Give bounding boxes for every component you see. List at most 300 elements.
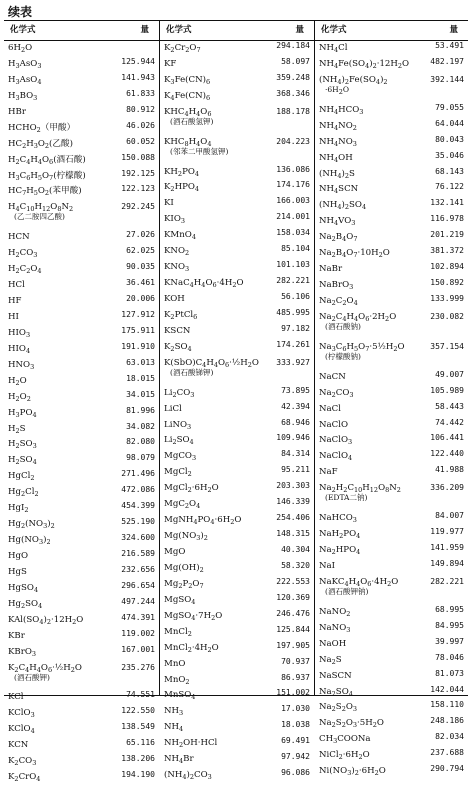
table-row xyxy=(315,669,468,685)
molar-mass-value: 105.989 xyxy=(430,385,464,395)
table-row xyxy=(315,621,468,637)
molar-mass-value: 497.244 xyxy=(121,596,155,606)
page-title: 续表 xyxy=(8,5,33,19)
formula: NaCN xyxy=(319,371,346,382)
table-row xyxy=(315,732,468,748)
molar-mass-value: 125.844 xyxy=(276,624,310,634)
table-row xyxy=(160,165,314,181)
formula: MgCO$_3$ xyxy=(164,451,197,463)
formula: $MnCl_2\cdot 4H_2O$ xyxy=(164,642,219,654)
formula: MgCl$_2$ xyxy=(164,467,192,479)
formula: $Hg(NO_3)_2$ xyxy=(8,535,51,547)
table-row xyxy=(4,738,159,754)
formula: KF xyxy=(164,58,177,69)
molar-mass-value: 150.088 xyxy=(121,152,155,162)
formula: $H_2O_2$ xyxy=(8,391,31,403)
molar-mass-value: 141.959 xyxy=(430,543,464,553)
table-row xyxy=(4,517,159,533)
formula: $NH_4OH$ xyxy=(319,152,353,164)
table-row xyxy=(4,310,159,326)
table-row xyxy=(160,356,314,386)
formula: $(NH_4)_2S$ xyxy=(319,168,355,180)
table-row xyxy=(160,481,314,497)
formula: KBr xyxy=(8,630,25,641)
formula: $MgCl_2\cdot 6H_2O$ xyxy=(164,483,219,495)
formula: NaHCO$_3$ xyxy=(319,513,357,525)
molar-mass-value: 122.440 xyxy=(430,449,464,459)
formula: KMnO$_4$ xyxy=(164,230,196,242)
formula: $K_2CrO_4$ xyxy=(8,772,41,784)
formula: HgSO$_4$ xyxy=(8,582,39,594)
molar-mass-value: 70.937 xyxy=(281,656,310,666)
formula: $K(SbO)C_4H_4O_6\cdot\frac{1}{2}H_2O$ xyxy=(164,357,259,369)
formula-note: (酒石酸锑钾) xyxy=(170,367,214,377)
formula: KClO$_3$ xyxy=(8,708,35,720)
table-row xyxy=(4,722,159,738)
molar-mass-value: 194.190 xyxy=(121,770,155,780)
table-row xyxy=(315,198,468,214)
table-row xyxy=(315,262,468,278)
table-row xyxy=(4,121,159,137)
molar-mass-value: 294.184 xyxy=(276,41,310,50)
formula: $H_4C_{10}H_{12}O_8N_2$ xyxy=(8,202,74,214)
formula: $K_2C_4H_4O_6\cdot\frac{1}{2}H_2O$ xyxy=(8,662,82,674)
formula: NaSCN xyxy=(319,670,352,681)
formula: $NH_2OH\cdot HCl$ xyxy=(164,738,218,750)
molar-mass-value: 292.245 xyxy=(121,202,155,212)
table-row xyxy=(160,292,314,308)
table-row xyxy=(315,575,468,605)
table-row xyxy=(315,135,468,151)
formula: $CH_3COONa$ xyxy=(319,734,371,746)
formula: HBr xyxy=(8,106,26,117)
table-row xyxy=(160,641,314,657)
formula: LiNO$_3$ xyxy=(164,419,192,431)
formula: $KNaC_4H_4O_6\cdot 4H_2O$ xyxy=(164,278,244,290)
formula: MgSO$_4$ xyxy=(164,594,196,606)
formula: NaF xyxy=(319,467,338,478)
formula-note: (乙二胺四乙酸) xyxy=(14,212,65,222)
formula: $K_2HPO_4$ xyxy=(164,182,200,194)
formula: MnO$_2$ xyxy=(164,674,190,686)
molar-mass-value: 85.104 xyxy=(281,244,310,254)
molar-mass-value: 78.046 xyxy=(435,652,464,662)
molar-mass-value: 86.937 xyxy=(281,672,310,682)
formula: $Mg(OH)_2$ xyxy=(164,562,204,574)
molar-mass-value: 203.303 xyxy=(276,481,310,491)
table-row xyxy=(4,374,159,390)
table-row xyxy=(4,770,159,786)
formula: MgO xyxy=(164,547,186,558)
formula: $HIO_4$ xyxy=(8,343,31,355)
formula: $Hg_2SO_4$ xyxy=(8,598,43,610)
table-row xyxy=(315,278,468,294)
molar-mass-value: 40.304 xyxy=(281,545,310,555)
formula: $NH_4HCO_3$ xyxy=(319,104,364,116)
formula: NaBr xyxy=(319,264,343,275)
header-formula: 化学式 xyxy=(10,25,36,35)
table-row xyxy=(315,527,468,543)
table-row xyxy=(160,465,314,481)
formula: $H_2CO_3$ xyxy=(8,248,38,260)
table-row xyxy=(315,402,468,418)
table-row xyxy=(315,637,468,653)
table-row xyxy=(4,645,159,661)
table-row xyxy=(315,57,468,73)
formula-note: (酒石酸氢钾) xyxy=(170,116,214,126)
table-row xyxy=(4,153,159,169)
formula-note: (邻苯二甲酸氢钾) xyxy=(170,146,229,156)
table-row xyxy=(315,230,468,246)
formula: KBrO$_3$ xyxy=(8,646,37,658)
molar-mass-value: 174.261 xyxy=(276,339,310,349)
formula: KI xyxy=(164,198,174,209)
molar-mass-value: 381.372 xyxy=(430,246,464,256)
header-formula: 化学式 xyxy=(166,25,192,35)
table-row xyxy=(160,418,314,434)
formula: NaBrO$_3$ xyxy=(319,280,354,292)
table-row xyxy=(160,386,314,402)
table-row xyxy=(315,73,468,103)
molar-mass-value: 254.406 xyxy=(276,513,310,523)
column-header xyxy=(315,21,468,41)
formula: HgI$_2$ xyxy=(8,503,29,515)
molar-mass-value: 116.978 xyxy=(430,214,464,224)
formula: $KHC_4H_4O_6$ xyxy=(164,106,212,118)
formula-note: (酒石酸钠) xyxy=(325,321,361,331)
column-rows xyxy=(4,41,159,786)
table-row xyxy=(315,340,468,370)
table-row xyxy=(4,485,159,501)
header-quantity: 量 xyxy=(295,25,304,35)
formula: $NH_4Br$ xyxy=(164,754,194,766)
table-row xyxy=(4,437,159,453)
table-row xyxy=(160,545,314,561)
molar-mass-value: 174.176 xyxy=(276,180,310,190)
molar-mass-value: 20.006 xyxy=(126,294,155,304)
table-row xyxy=(4,294,159,310)
molar-mass-value: 166.003 xyxy=(276,196,310,206)
table-row xyxy=(4,754,159,770)
molar-mass-value: 122.123 xyxy=(121,184,155,194)
formula: $KHC_8H_4O_4$ xyxy=(164,136,212,148)
formula: $6H_2O$ xyxy=(8,43,33,54)
table-row xyxy=(160,657,314,673)
molar-mass-value: 18.015 xyxy=(126,373,155,383)
table-row xyxy=(4,406,159,422)
molar-mass-value: 82.080 xyxy=(126,437,155,447)
molar-mass-value: 151.002 xyxy=(276,688,310,698)
table-row xyxy=(4,690,159,706)
molar-mass-value: 282.221 xyxy=(430,576,464,586)
table-row xyxy=(4,184,159,200)
molar-mass-value: 56.106 xyxy=(281,292,310,302)
molar-mass-value: 230.082 xyxy=(430,311,464,321)
table-row xyxy=(160,276,314,292)
table-row xyxy=(4,41,159,57)
column-header xyxy=(160,21,314,41)
formula: $HC_7H_5O_2$(苯甲酸) xyxy=(8,186,82,198)
molar-mass-value: 158.034 xyxy=(276,228,310,238)
table-row xyxy=(160,561,314,577)
molar-mass-value: 133.999 xyxy=(430,294,464,304)
table-row xyxy=(4,549,159,565)
molar-mass-value: 204.223 xyxy=(276,136,310,146)
formula: $(NH_4)_2Fe(SO_4)_2$ xyxy=(319,74,388,86)
formula: KCN xyxy=(8,740,29,751)
table-column-2 xyxy=(159,21,314,782)
table-row xyxy=(4,565,159,581)
molar-mass-value: 333.927 xyxy=(276,357,310,367)
formula: $H_3AsO_3$ xyxy=(8,58,42,70)
formula: NaClO$_3$ xyxy=(319,435,353,447)
formula: $HC_2H_3O_2$(乙酸) xyxy=(8,138,73,150)
formula: $H_3AsO_4$ xyxy=(8,74,42,86)
formula: NaCl xyxy=(319,403,341,414)
formula: $H_3PO_4$ xyxy=(8,407,37,419)
molar-mass-value: 148.315 xyxy=(276,529,310,539)
formula: $HNO_3$ xyxy=(8,359,35,371)
formula: KSCN xyxy=(164,325,191,336)
formula: $K_2SO_4$ xyxy=(164,341,192,353)
table-row xyxy=(160,688,314,704)
table-row xyxy=(4,390,159,406)
molar-mass-value: 64.044 xyxy=(435,118,464,128)
molar-mass-value: 235.276 xyxy=(121,662,155,672)
table-row xyxy=(315,418,468,434)
formula: $NH_4VO_3$ xyxy=(319,216,356,228)
molar-mass-value: 58.320 xyxy=(281,560,310,570)
molar-mass-value: 359.248 xyxy=(276,72,310,82)
molar-mass-value: 296.654 xyxy=(121,580,155,590)
table-row xyxy=(160,41,314,57)
molar-mass-value: 41.988 xyxy=(435,465,464,475)
molar-mass-value: 62.025 xyxy=(126,246,155,256)
column-header xyxy=(4,21,159,41)
molar-mass-value: 191.910 xyxy=(121,341,155,351)
formula: $Hg_2Cl_2$ xyxy=(8,487,39,499)
formula: HgS xyxy=(8,566,27,577)
table-row xyxy=(160,196,314,212)
table-row xyxy=(160,433,314,449)
formula: NaClO$_4$ xyxy=(319,451,353,463)
formula: $Mg_2P_2O_7$ xyxy=(164,578,204,590)
molar-mass-value: 84.007 xyxy=(435,511,464,521)
table-row xyxy=(160,449,314,465)
table-row xyxy=(315,103,468,119)
formula: NaNO$_3$ xyxy=(319,622,351,634)
formula: $K_4Fe(CN)_6$ xyxy=(164,90,211,102)
molar-mass-value: 141.943 xyxy=(121,72,155,82)
molar-mass-value: 34.015 xyxy=(126,389,155,399)
molar-mass-value: 68.995 xyxy=(435,604,464,614)
molar-mass-value: 79.055 xyxy=(435,102,464,112)
molar-mass-value: 97.182 xyxy=(281,323,310,333)
formula: $H_2C_4H_4O_6$(酒石酸) xyxy=(8,154,86,166)
formula: $Na_3C_6H_5O_7\cdot 5\frac{1}{2}H_2O$ xyxy=(319,341,405,353)
table-row xyxy=(315,151,468,167)
molar-mass-value: 97.942 xyxy=(281,752,310,762)
formula: $KNO_3$ xyxy=(164,262,190,274)
molar-mass-value: 290.794 xyxy=(430,764,464,774)
molar-mass-value: 84.995 xyxy=(435,620,464,630)
table-row xyxy=(315,653,468,669)
column-rows xyxy=(160,41,314,784)
formula: KClO$_4$ xyxy=(8,724,35,736)
formula: $KNO_2$ xyxy=(164,246,190,258)
table-row xyxy=(315,716,468,732)
molar-mass-value: 81.996 xyxy=(126,405,155,415)
molar-mass-value: 98.079 xyxy=(126,453,155,463)
formula: $K_2PtCl_6$ xyxy=(164,309,198,321)
molar-mass-value: 49.007 xyxy=(435,369,464,379)
molar-mass-value: 76.122 xyxy=(435,182,464,192)
molar-mass-value: 68.143 xyxy=(435,166,464,176)
molar-mass-value: 102.894 xyxy=(430,262,464,272)
molar-mass-value: 201.219 xyxy=(430,230,464,240)
formula: KOH xyxy=(164,294,185,305)
molar-mass-value: 197.905 xyxy=(276,640,310,650)
formula: NaNO$_2$ xyxy=(319,606,351,618)
molar-mass-value: 39.997 xyxy=(435,636,464,646)
table-row xyxy=(315,433,468,449)
table-row xyxy=(315,465,468,481)
molar-mass-value: 119.002 xyxy=(121,628,155,638)
molar-mass-value: 127.912 xyxy=(121,309,155,319)
formula: $K_3Fe(CN)_6$ xyxy=(164,74,211,86)
molar-mass-value: 80.043 xyxy=(435,134,464,144)
molar-mass-value: 68.946 xyxy=(281,417,310,427)
table-row xyxy=(315,182,468,198)
molar-mass-value: 46.026 xyxy=(126,120,155,130)
formula: HCl xyxy=(8,280,25,291)
table-row xyxy=(315,386,468,402)
table-row xyxy=(160,180,314,196)
column-rows xyxy=(315,41,468,780)
molar-mass-value: 282.221 xyxy=(276,276,310,286)
formula: $MgC_2O_4$ xyxy=(164,499,201,511)
molar-mass-value: 60.052 xyxy=(126,136,155,146)
table-row xyxy=(160,720,314,736)
table-row xyxy=(4,706,159,722)
table-row xyxy=(4,597,159,613)
molar-mass-value: 392.144 xyxy=(430,74,464,84)
formula: HF xyxy=(8,296,22,307)
table-row xyxy=(4,326,159,342)
molar-mass-value: 61.833 xyxy=(126,88,155,98)
molar-mass-value: 42.394 xyxy=(281,401,310,411)
molar-mass-value: 69.491 xyxy=(281,736,310,746)
table-row xyxy=(315,294,468,310)
molar-mass-value: 474.391 xyxy=(121,612,155,622)
table-row xyxy=(315,310,468,340)
table-row xyxy=(4,230,159,246)
table-row xyxy=(4,629,159,645)
formula: $Na_2HPO_4$ xyxy=(319,545,361,557)
molar-mass-value: 150.892 xyxy=(430,278,464,288)
formula-note: (柠檬酸钠) xyxy=(325,351,361,361)
table-row xyxy=(160,673,314,689)
table-row xyxy=(4,169,159,185)
molar-mass-value: 73.895 xyxy=(281,385,310,395)
molar-mass-value: 485.995 xyxy=(276,307,310,317)
molar-mass-value: 95.211 xyxy=(281,465,310,475)
header-quantity: 量 xyxy=(449,25,458,35)
molar-mass-table xyxy=(4,20,468,784)
table-row xyxy=(160,736,314,752)
formula: $Na_2CO_3$ xyxy=(319,387,354,399)
table-row xyxy=(315,41,468,57)
formula: $NH_3$ xyxy=(164,706,184,718)
formula: $MgNH_4PO_4\cdot 6H_2O$ xyxy=(164,515,242,527)
table-row xyxy=(315,511,468,527)
formula: $Na_2C_2O_4$ xyxy=(319,296,358,308)
formula: $NaKC_4H_4O_6\cdot 4H_2O$ xyxy=(319,576,399,588)
molar-mass-value: 109.946 xyxy=(276,433,310,443)
table-row xyxy=(315,685,468,701)
molar-mass-value: 125.944 xyxy=(121,56,155,66)
table-row xyxy=(4,246,159,262)
molar-mass-value: 246.476 xyxy=(276,608,310,618)
molar-mass-value: 149.894 xyxy=(430,559,464,568)
table-row xyxy=(4,89,159,105)
formula: $Ni(NO_3)_2\cdot 6H_2O$ xyxy=(319,766,386,778)
molar-mass-value: 120.369 xyxy=(276,592,310,602)
table-row xyxy=(315,748,468,764)
table-row xyxy=(160,513,314,529)
table-row xyxy=(160,609,314,625)
molar-mass-value: 82.034 xyxy=(435,732,464,742)
table-row xyxy=(4,73,159,89)
table-row xyxy=(4,137,159,153)
formula-note: (EDTA二钠) xyxy=(325,493,368,503)
formula: $NaH_2PO_4$ xyxy=(319,529,361,541)
formula: MnSO$_4$ xyxy=(164,690,196,702)
molar-mass-value: 36.461 xyxy=(126,278,155,288)
table-row xyxy=(315,700,468,716)
formula: $NH_4NO_3$ xyxy=(319,136,357,148)
molar-mass-value: 222.553 xyxy=(276,576,310,586)
molar-mass-value: 138.549 xyxy=(121,722,155,732)
molar-mass-value: 138.206 xyxy=(121,754,155,764)
formula: $Na_2B_4O_7\cdot 10H_2O$ xyxy=(319,248,390,260)
molar-mass-value: 232.656 xyxy=(121,564,155,574)
molar-mass-value: 142.044 xyxy=(430,684,464,694)
formula: $H_2S$ xyxy=(8,423,26,435)
table-row xyxy=(160,135,314,165)
formula: $Na_2S_2O_3$ xyxy=(319,702,358,714)
table-row xyxy=(4,105,159,121)
table-row xyxy=(4,661,159,691)
table-row xyxy=(315,119,468,135)
molar-mass-value: 132.141 xyxy=(430,198,464,208)
formula: $Na_2S$ xyxy=(319,654,342,666)
molar-mass-value: 122.550 xyxy=(121,706,155,716)
formula: $NH_4$ xyxy=(164,722,184,734)
molar-mass-value: 146.339 xyxy=(276,497,310,507)
molar-mass-value: 158.110 xyxy=(430,700,464,710)
molar-mass-value: 368.346 xyxy=(276,88,310,98)
table-row xyxy=(160,73,314,89)
table-row xyxy=(160,340,314,356)
table-row xyxy=(160,497,314,513)
molar-mass-value: 17.030 xyxy=(281,704,310,714)
molar-mass-value: 35.046 xyxy=(435,150,464,160)
table-row xyxy=(4,342,159,358)
table-row xyxy=(315,246,468,262)
formula: HCN xyxy=(8,232,30,243)
molar-mass-value: 167.001 xyxy=(121,644,155,654)
